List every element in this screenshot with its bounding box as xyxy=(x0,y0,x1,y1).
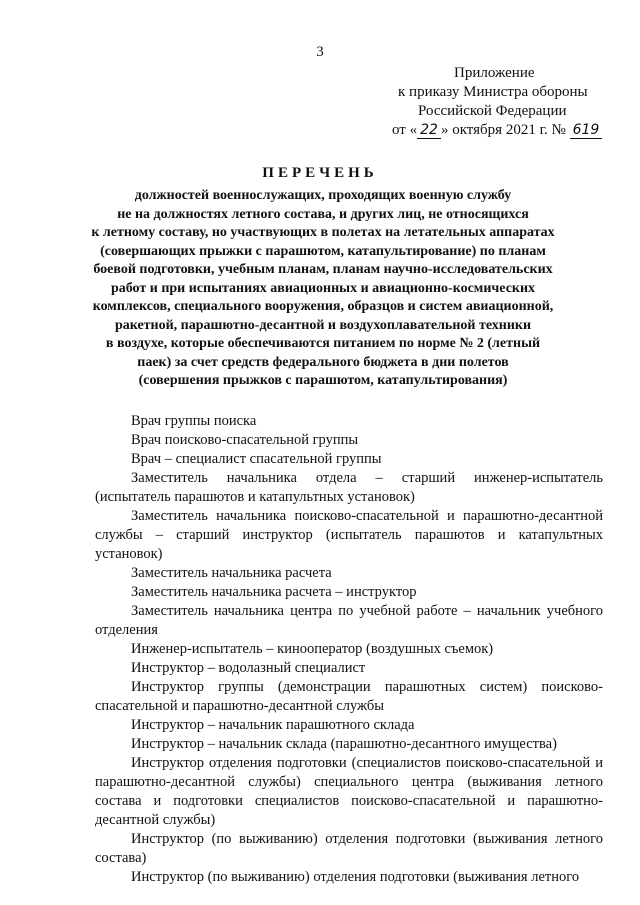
appendix-order-line: к приказу Министра обороны xyxy=(398,84,588,100)
handwritten-day: 22 xyxy=(417,122,441,139)
handwritten-order-number: 619 xyxy=(570,122,603,139)
list-item: Инструктор – водолазный специалист xyxy=(131,660,366,676)
heading-line: к летному составу, но участвующих в полетах на летательных аппаратах xyxy=(91,225,555,240)
list-item: Инструктор группы (демонстрации парашютных систем) поисково-спасательной и парашютно-десантной службы xyxy=(95,679,603,714)
list-item: Заместитель начальника отдела – старший инженер-испытатель (испытатель парашютов и катапультных установок) xyxy=(95,470,603,505)
date-middle: » октября 2021 г. № xyxy=(440,122,566,138)
heading-line: в воздухе, которые обеспечиваются питанием по норме № 2 (летный xyxy=(105,336,541,351)
date-prefix: от « xyxy=(392,122,418,138)
heading-line: комплексов, специального вооружения, образцов и систем авиационной, xyxy=(92,299,554,314)
heading-line: работ и при испытаниях авиационных и авиационно-космических xyxy=(110,280,536,296)
heading-line: должностей военнослужащих, проходящих военную службу xyxy=(134,188,512,203)
heading-line: не на должностях летного состава, и других лиц, не относящихся xyxy=(117,206,529,222)
heading-line: (совершения прыжков с парашютом, катапультирования) xyxy=(138,373,508,388)
list-item: Заместитель начальника центра по учебной работе – начальник учебного отделения xyxy=(95,603,603,638)
list-item: Врач группы поиска xyxy=(131,413,257,429)
page-number: 3 xyxy=(316,44,324,60)
heading-line: ракетной, парашютно-десантной и воздухоплавательной техники xyxy=(114,317,532,333)
list-item: Инструктор – начальник склада (парашютно-десантного имущества) xyxy=(131,736,557,752)
list-item: Врач – специалист спасательной группы xyxy=(131,451,382,467)
appendix-block xyxy=(392,64,622,140)
list-item: Заместитель начальника расчета – инструктор xyxy=(131,584,417,600)
list-item: Заместитель начальника поисково-спасательной и парашютно-десантной службы – старший инструктор (испытатель парашютов и катапультных установок) xyxy=(95,508,603,562)
heading-line: боевой подготовки, учебным планам, планам научно-исследовательских xyxy=(93,262,553,277)
heading-line: паек) за счет средств федерального бюджета в дни полетов xyxy=(137,354,509,370)
list-item: Врач поисково-спасательной группы xyxy=(131,432,359,448)
heading-line: (совершающих прыжки с парашютом, катапультирование) по планам xyxy=(100,243,546,259)
appendix-date-line xyxy=(392,121,622,140)
list-item: Заместитель начальника расчета xyxy=(131,565,332,581)
list-item: Инструктор (по выживанию) отделения подготовки (выживания летного xyxy=(131,869,580,885)
list-item: Инструктор отделения подготовки (специалистов поисково-спасательной и парашютно-десантной службы) специального центра (выживания летного состава и подготовки специалистов поисково-спасательной и парашютно-десантной службы) xyxy=(95,755,603,828)
appendix-country-line: Российской Федерации xyxy=(418,103,567,119)
document-title: ПЕРЕЧЕНЬ xyxy=(262,165,378,181)
list-item: Инструктор (по выживанию) отделения подготовки (выживания летного состава) xyxy=(95,831,603,866)
appendix-label: Приложение xyxy=(454,65,535,81)
list-item: Инженер-испытатель – кинооператор (воздушных съемок) xyxy=(131,641,494,657)
document-heading xyxy=(78,187,568,391)
position-list xyxy=(95,412,603,887)
list-item: Инструктор – начальник парашютного склада xyxy=(131,717,415,733)
